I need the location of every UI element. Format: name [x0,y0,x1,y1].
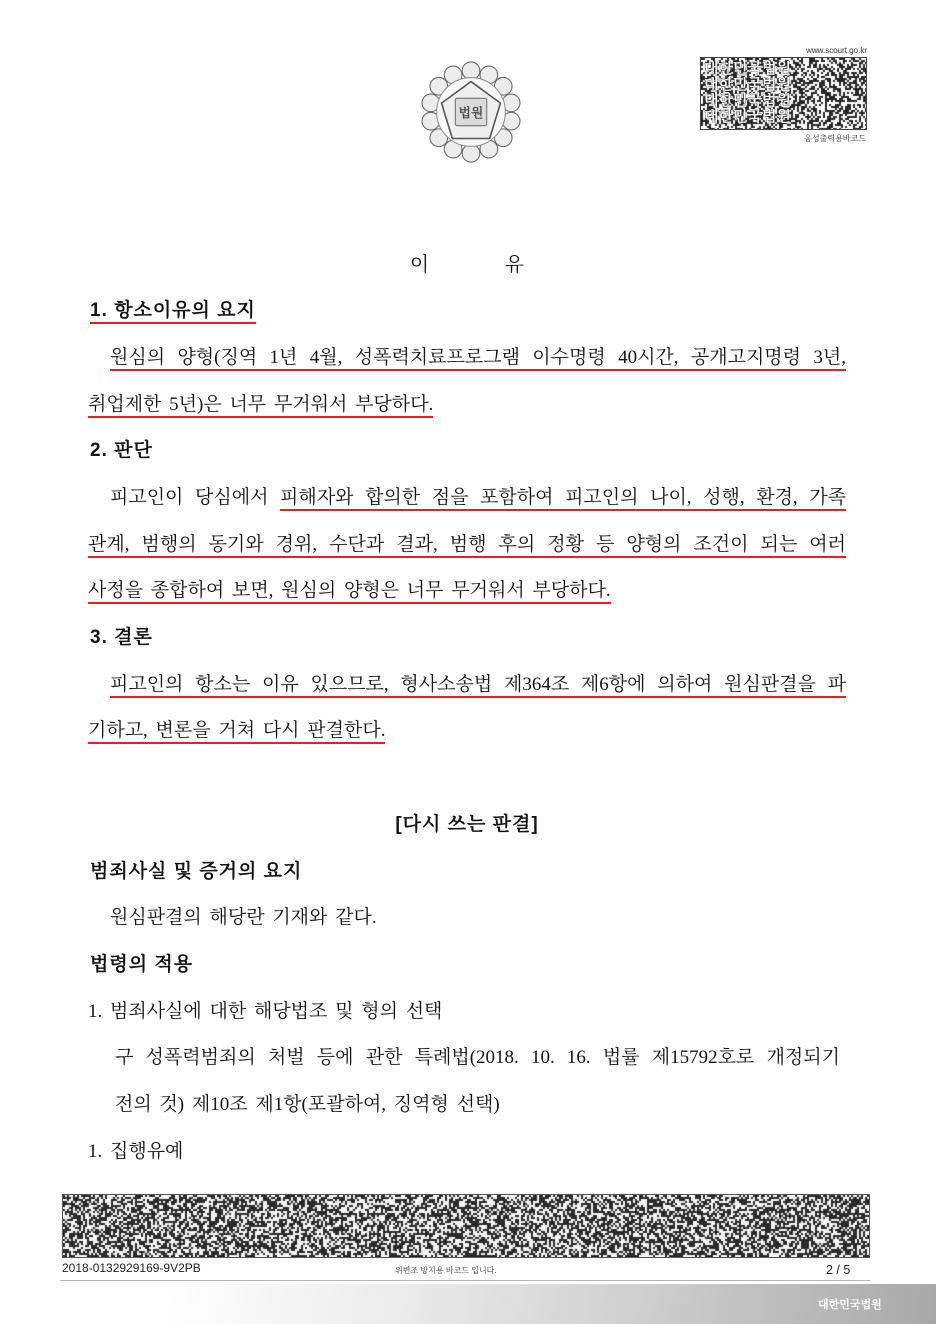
paragraph-line [88,475,846,522]
underlined-text: 관계, 범행의 동기와 경위, 수단과 결과, 범행 후의 정황 등 양형의 조건이 되는 여러 [88,534,846,558]
list-item: 1. 범죄사실에 대한 해당법조 및 형의 선택 [88,1000,443,1022]
page-indicator: 2 / 5 [826,1263,851,1277]
section-heading: 3. 결론 [90,627,153,649]
underlined-text: 원심의 양형(징역 1년 4월, 성폭력치료프로그램 이수명령 40시간, 공개고지명령 3년, [110,347,846,371]
barcode-pattern [63,1195,869,1257]
seal-text: 법원 [458,104,484,120]
section-heading: 2. 판단 [90,440,153,462]
site-url: www.scourt.go.kr [806,46,867,55]
underlined-text: 취업제한 5년)은 너무 무거워서 부당하다. [88,394,433,418]
barcode-caption: 음성출력용바코드 [804,134,866,143]
underlined-text: 피고인의 항소는 이유 있으므로, 형사소송법 제364조 제6항에 의하여 원심판결을 파 [110,674,846,698]
court-name: 대한민국법원 [818,1299,882,1311]
watermark-line: 대한민국법원 [704,109,791,125]
paragraph-line [88,522,846,569]
footer-divider [60,1280,870,1281]
underlined-text: 기하고, 변론을 거쳐 다시 판결한다. [88,720,385,744]
section-heading: 범죄사실 및 증거의 요지 [90,860,303,882]
blank-line [88,755,846,802]
document-number: 2018-0132929169-9V2PB [62,1261,201,1275]
watermark-line: 대한민국법원 [704,61,791,77]
watermark-line: 대한민국법원 [704,93,791,109]
rejudgment-title: [다시 쓰는 판결] [395,813,539,835]
watermark-line: 대한민국법원 [704,77,791,93]
anti-forgery-barcode [62,1194,870,1258]
document-body [88,242,846,1176]
section-heading [88,288,846,335]
paragraph-line [88,382,846,429]
paragraph-line [88,335,846,382]
paragraph-line [88,568,846,615]
voice-output-barcode [700,57,867,130]
seal-petal [462,62,480,80]
section-heading: 법령의 적용 [90,953,194,975]
list-item: 1. 집행유예 [88,1140,184,1162]
paragraph-line [88,662,846,709]
paragraph-line: 구 성폭력범죄의 처벌 등에 관한 특례법(2018. 10. 16. 법률 제15792호로 개정되기 [115,1047,840,1069]
paragraph-line [88,708,846,755]
paragraph-line: 원심판결의 해당란 기재와 같다. [110,907,377,929]
court-seal [416,58,526,166]
barcode-notice: 위변조 방지용 바코드 입니다. [395,1266,497,1275]
underlined-text: 사정을 종합하여 보면, 원심의 양형은 너무 무거워서 부당하다. [88,580,611,604]
document-title: 이 유 [409,253,525,276]
footer-band [0,1284,936,1324]
paragraph-line: 전의 것) 제10조 제1항(포괄하여, 징역형 선택) [115,1093,500,1115]
section-heading-text: 1. 항소이유의 요지 [90,300,256,324]
underlined-text: 피해자와 합의한 점을 포함하여 피고인의 나이, 성행, 환경, 가족 [280,487,846,511]
seal-petal [462,144,480,162]
plain-text: 피고인이 당심에서 [110,487,269,509]
